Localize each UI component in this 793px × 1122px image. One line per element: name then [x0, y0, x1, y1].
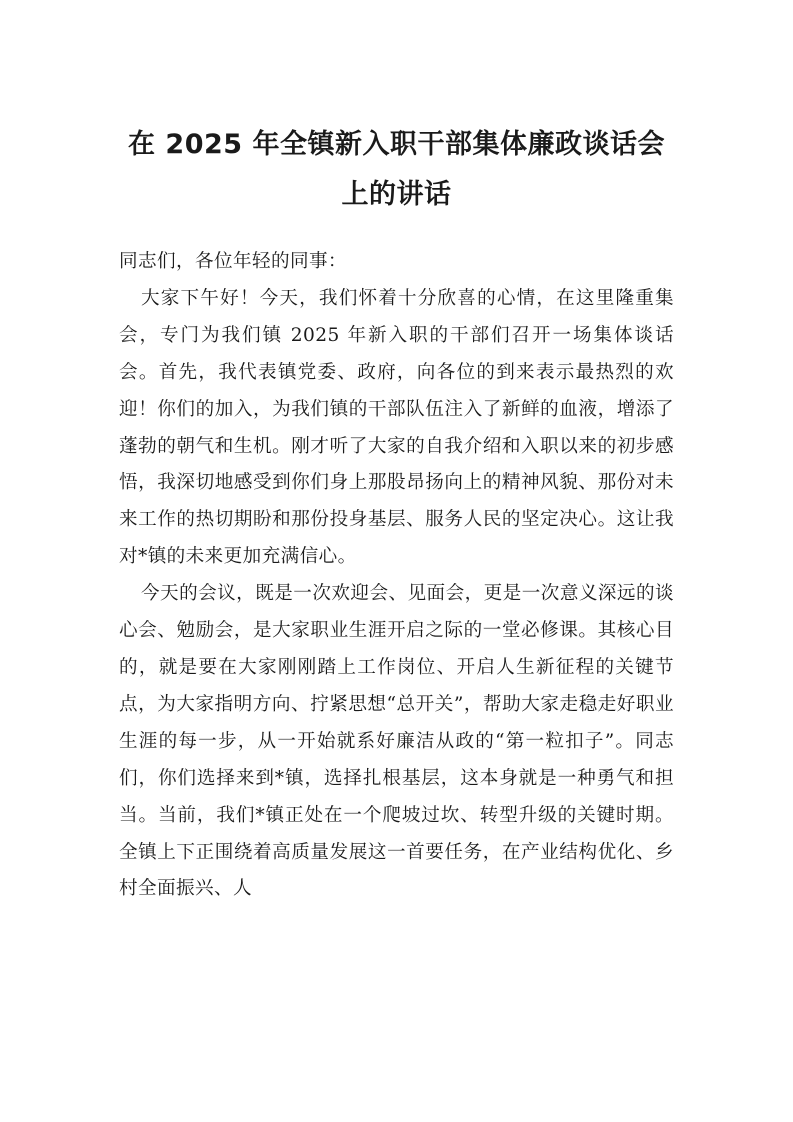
document-title: 在 2025 年全镇新入职干部集体廉政谈话会上的讲话 [128, 129, 665, 210]
paragraph-1: 大家下午好！今天，我们怀着十分欣喜的心情，在这里隆重集会，专门为我们镇 2025 年新入职的干部们召开一场集体谈话会。首先，我代表镇党委、政府，向各位的到来表示最热烈的欢迎！你们的加入，为我们镇的干部队伍注入了新鲜的血液，增添了蓬勃的朝气和生机。刚才听了大家的自我介绍和入职以来的初步感悟，我深切地感受到你们身上那股昂扬向上的精神风貌、那份对未来工作的热切期盼和那份投身基层、服务人民的坚定决心。这让我对*镇的未来更加充满信心。 [119, 287, 674, 568]
document-body [119, 244, 674, 908]
paragraph-2: 今天的会议，既是一次欢迎会、见面会，更是一次意义深远的谈心会、勉励会，是大家职业生涯开启之际的一堂必修课。其核心目的，就是要在大家刚刚踏上工作岗位、开启人生新征程的关键节点，为大家指明方向、拧紧思想“总开关”，帮助大家走稳走好职业生涯的每一步，从一开始就系好廉洁从政的“第一粒扣子”。同志们，你们选择来到*镇，选择扎根基层，这本身就是一种勇气和担当。当前，我们*镇正处在一个爬坡过坎、转型升级的关键时期。全镇上下正围绕着高质量发展这一首要任务，在产业结构优化、乡村全面振兴、人 [119, 583, 674, 900]
salutation: 同志们，各位年轻的同事： [119, 251, 347, 272]
